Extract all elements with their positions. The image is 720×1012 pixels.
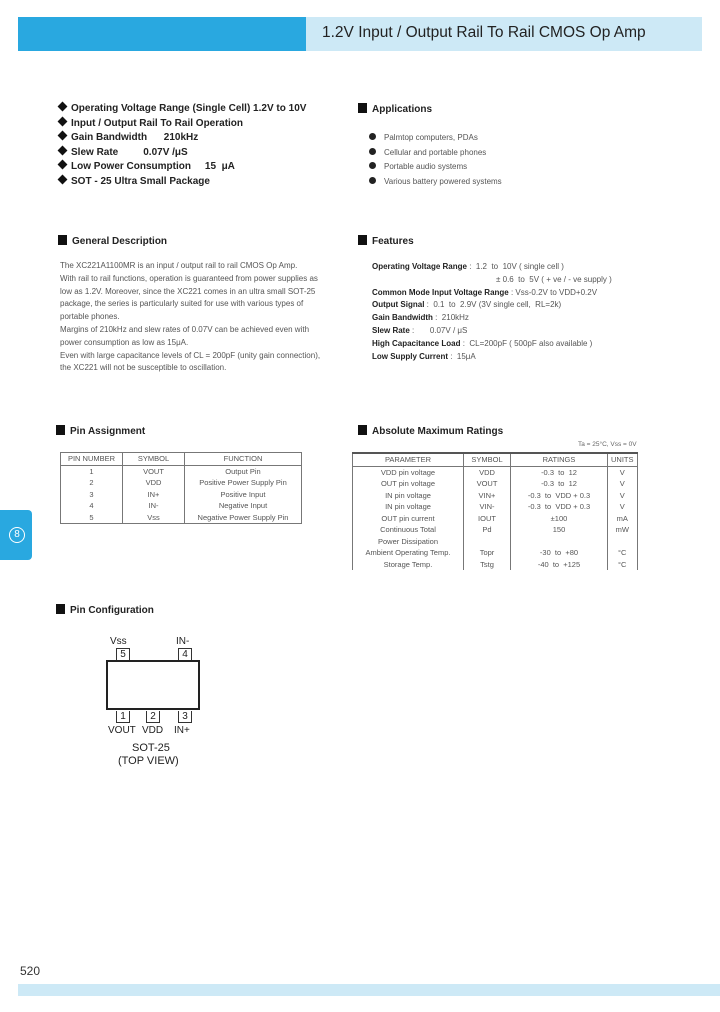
spec-item: Input / Output Rail To Rail Operation (58, 117, 306, 132)
square-bullet-icon (56, 604, 65, 614)
circle-bullet-icon (369, 177, 376, 184)
feature-item: Low Supply Current : 15μA (372, 351, 476, 361)
diamond-bullet-icon (58, 174, 68, 184)
table-cell: IN- (123, 500, 185, 512)
table-cell: °C (608, 559, 638, 571)
table-cell: V (608, 478, 638, 490)
applications-heading: Applications (358, 103, 432, 115)
table-cell: IOUT (464, 513, 511, 525)
pin-assignment-table (60, 452, 302, 524)
table-header-row (61, 453, 302, 466)
pin-5: 5 (116, 648, 130, 660)
table-cell: VDD (464, 466, 511, 478)
general-description-heading: General Description (58, 235, 167, 247)
features-heading: Features (358, 235, 414, 247)
features-list (372, 261, 612, 363)
abs-max-heading: Absolute Maximum Ratings (358, 425, 503, 437)
pin-label-vss: Vss (110, 636, 127, 647)
table-cell: -30 to +80 (511, 547, 608, 559)
list-item: Portable audio systems (369, 160, 502, 175)
footer-bar (18, 984, 720, 996)
table-cell: VIN- (464, 501, 511, 513)
pin-label-in-plus: IN+ (174, 725, 190, 736)
table-cell: VOUT (464, 478, 511, 490)
table-row (61, 465, 302, 477)
circle-bullet-icon (369, 133, 376, 140)
feature-item: Common Mode Input Voltage Range : Vss-0.2V to VDD+0.2V (372, 287, 598, 297)
page-title: 1.2V Input / Output Rail To Rail CMOS Op Amp (322, 24, 646, 41)
table-row (61, 500, 302, 512)
feature-item: Gain Bandwidth : 210kHz (372, 313, 469, 323)
square-bullet-icon (58, 235, 67, 245)
table-cell: 1 (61, 465, 123, 477)
table-cell: Positive Input (185, 489, 302, 501)
package-body (106, 660, 200, 710)
table-cell: 5 (61, 512, 123, 524)
column-header: RATINGS (511, 453, 608, 466)
diamond-bullet-icon (58, 131, 68, 141)
header-accent-bar (18, 17, 306, 51)
table-row (61, 512, 302, 524)
square-bullet-icon (358, 103, 367, 113)
square-bullet-icon (56, 425, 65, 435)
table-cell: V (608, 466, 638, 478)
table-cell: Topr (464, 547, 511, 559)
table-row (353, 466, 638, 478)
table-cell: -0.3 to VDD + 0.3 (511, 501, 608, 513)
circle-bullet-icon (369, 162, 376, 169)
general-description-text: The XC221A1100MR is an input / output rail to rail CMOS Op Amp. With rail to rail functions, operation is guaranteed from power supplies as low as 1.2V. Moreover, since the XC221 comes in an ultra small SOT-25 package, the series is particularly suited for use with various types of portable phones. Margins of 210kHz and slew rates of 0.07V can be achieved even with power consumption as low as 15μA. Even with large capacitance levels of CL = 200pF (unity gain connection), the XC221 will not be susceptible to oscillation. (60, 261, 321, 373)
feature-item: Operating Voltage Range : 1.2 to 10V ( single cell ) (372, 262, 564, 271)
column-header: FUNCTION (185, 453, 302, 466)
feature-item: ± 0.6 to 5V ( + ve / - ve supply ) (496, 274, 612, 284)
list-item: Various battery powered systems (369, 175, 502, 190)
table-row (61, 477, 302, 489)
diamond-bullet-icon (58, 160, 68, 170)
table-row (353, 478, 638, 490)
table-cell: -40 to +125 (511, 559, 608, 571)
pin-assignment-heading: Pin Assignment (56, 425, 145, 437)
table-cell: 150 (511, 524, 608, 536)
table-cell: °C (608, 547, 638, 559)
table-row (353, 513, 638, 525)
list-item: Cellular and portable phones (369, 146, 502, 161)
table-cell: Negative Power Supply Pin (185, 512, 302, 524)
table-cell: OUT pin voltage (353, 478, 464, 490)
table-cell: OUT pin current (353, 513, 464, 525)
table-cell: Vss (123, 512, 185, 524)
diamond-bullet-icon (58, 102, 68, 112)
conditions-note: Ta = 25°C, Vss = 0V (578, 441, 637, 448)
table-cell: VDD pin voltage (353, 466, 464, 478)
table-cell: 2 (61, 477, 123, 489)
chapter-number: 8 (9, 527, 25, 543)
table-cell (511, 536, 608, 548)
table-row (61, 489, 302, 501)
column-header: SYMBOL (464, 453, 511, 466)
spec-item: Low Power Consumption 15 μA (58, 160, 306, 175)
table-cell: mA (608, 513, 638, 525)
column-header: UNITS (608, 453, 638, 466)
square-bullet-icon (358, 425, 367, 435)
pin-2: 2 (146, 711, 160, 723)
table-cell: VOUT (123, 465, 185, 477)
pin-3: 3 (178, 711, 192, 723)
pin-label-in-minus: IN- (176, 636, 190, 647)
applications-list (369, 131, 502, 189)
table-row (353, 524, 638, 536)
feature-item: Output Signal : 0.1 to 2.9V (3V single cell, RL=2k) (372, 300, 562, 310)
table-cell: Storage Temp. (353, 559, 464, 571)
table-cell: Pd (464, 524, 511, 536)
pin-label-vdd: VDD (142, 725, 164, 736)
table-cell: -0.3 to 12 (511, 478, 608, 490)
table-cell: ±100 (511, 513, 608, 525)
pin-configuration-heading: Pin Configuration (56, 604, 154, 616)
feature-item: Slew Rate : 0.07V / μS (372, 325, 468, 335)
table-cell: V (608, 490, 638, 502)
table-cell (464, 536, 511, 548)
table-cell: 3 (61, 489, 123, 501)
column-header: SYMBOL (123, 453, 185, 466)
table-cell: IN pin voltage (353, 490, 464, 502)
table-cell: IN pin voltage (353, 501, 464, 513)
table-cell: Positive Power Supply Pin (185, 477, 302, 489)
spec-list (58, 102, 306, 189)
pin-4: 4 (178, 648, 192, 660)
table-cell: VDD (123, 477, 185, 489)
table-cell: Ambient Operating Temp. (353, 547, 464, 559)
table-cell: 4 (61, 500, 123, 512)
spec-item: Operating Voltage Range (Single Cell) 1.2V to 10V (58, 102, 306, 117)
table-header-row (353, 453, 638, 466)
table-cell: Tstg (464, 559, 511, 571)
table-cell: mW (608, 524, 638, 536)
spec-item: Gain Bandwidth 210kHz (58, 131, 306, 146)
table-cell: -0.3 to VDD + 0.3 (511, 490, 608, 502)
feature-item: High Capacitance Load : CL=200pF ( 500pF also available ) (372, 338, 593, 348)
table-row (353, 547, 638, 559)
table-cell: Negative Input (185, 500, 302, 512)
table-cell: Power Dissipation (353, 536, 464, 548)
table-row (353, 559, 638, 571)
diamond-bullet-icon (58, 116, 68, 126)
table-cell: Continuous Total (353, 524, 464, 536)
table-cell: Output Pin (185, 465, 302, 477)
list-item: Palmtop computers, PDAs (369, 131, 502, 146)
table-row (353, 536, 638, 548)
table-row (353, 501, 638, 513)
diamond-bullet-icon (58, 145, 68, 155)
spec-item: SOT - 25 Ultra Small Package (58, 175, 306, 190)
table-cell (608, 536, 638, 548)
table-cell: IN+ (123, 489, 185, 501)
square-bullet-icon (358, 235, 367, 245)
pin-label-vout: VOUT (108, 725, 136, 736)
pin-1: 1 (116, 711, 130, 723)
table-row (353, 490, 638, 502)
spec-item: Slew Rate 0.07V /μS (58, 146, 306, 161)
circle-bullet-icon (369, 148, 376, 155)
column-header: PARAMETER (353, 453, 464, 466)
abs-max-table (352, 452, 638, 570)
pin-configuration-diagram (96, 632, 216, 782)
column-header: PIN NUMBER (61, 453, 123, 466)
page-number: 520 (20, 964, 41, 978)
table-cell: VIN+ (464, 490, 511, 502)
package-name: SOT-25 (132, 742, 170, 754)
package-view: (TOP VIEW) (118, 755, 179, 767)
table-cell: V (608, 501, 638, 513)
table-cell: -0.3 to 12 (511, 466, 608, 478)
